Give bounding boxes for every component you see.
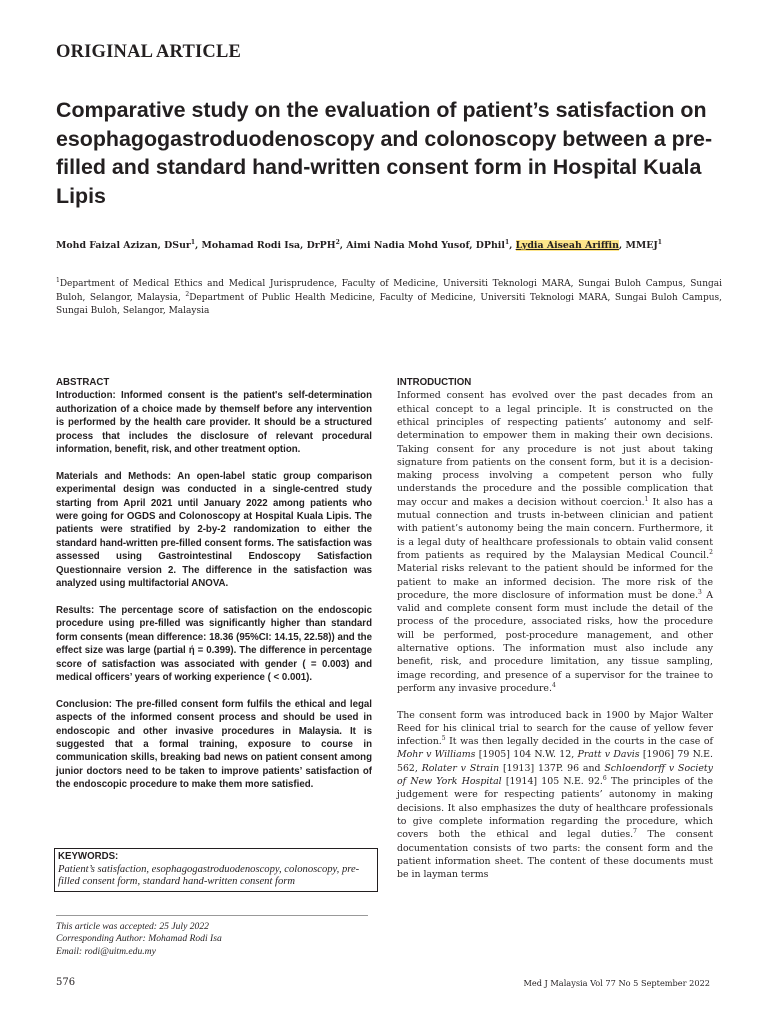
abstract-introduction: Introduction: Informed consent is the patient's self-determination authorization of a choice made by themself before any intervention is performed by the health care provider. It should be a structured process that includes the disclosure of relevant procedural information, benefit, risk, and other treatment option. — [56, 390, 372, 456]
abstract-results: Results: The percentage score of satisfaction on the endoscopic procedure using pre-filled was significantly higher than standard form consents (mean difference: 18.36 (95%CI: 14.15, 22.58)) and the effect size was large (partial ή = 0.399). The difference in percentage score of satisfaction was associated with gender ( = 0.003) and medical officers’ years of working experience ( < 0.001). — [56, 604, 372, 683]
keywords-box — [54, 848, 378, 892]
introduction-paragraph-1 — [397, 389, 713, 695]
abstract-conclusion: Conclusion: The pre-filled consent form fulfils the ethical and legal aspects of the informed consent process and should be used in endoscopic and other invasive procedures in Malaysia. It is suggested that a formal training, exposure to course in communication skills, breaking bad news on patient consent among junior doctors need to be taken to improve patients’ satisfaction of the endoscopic procedure to make them more satisfied. — [56, 698, 372, 791]
citation-ref: 3 — [698, 588, 702, 596]
affiliation-2: Department of Public Health Medicine, Faculty of Medicine, Universiti Teknologi MARA, Sungai Buloh Campus, Sungai Buloh, Selangor, Malaysia — [56, 292, 722, 317]
case-name: Schloendorff v Society of New York Hospital — [397, 762, 713, 788]
citation-ref: 2 — [709, 548, 713, 556]
footnote-divider — [56, 915, 368, 916]
body-text: [1905] 104 N.W. 12, — [475, 749, 578, 761]
affil-sup: 2 — [185, 290, 190, 298]
case-name: Pratt v Davis — [577, 749, 640, 761]
author-name: Aimi Nadia Mohd Yusof, DPhil — [346, 240, 505, 251]
citation-ref: 6 — [602, 774, 607, 782]
citation-ref: 1 — [644, 495, 649, 503]
corresponding-author: Corresponding Author: Mohamad Rodi Isa — [56, 933, 222, 945]
citation-ref: 5 — [441, 735, 446, 742]
abstract-methods: Materials and Methods: An open-label static group comparison experimental design was conducted in a single-centred study starting from April 2021 until January 2022 among patients who were going for OGDS and Colonoscopy at Hospital Kuala Lipis. The patients were stratified by 2-by-2 randomization to either the standard hand-written pre-filled consent forms. The satisfaction was assessed using Gastrointestinal Endoscopy Satisfaction Questionnaire version 2. The difference in the satisfaction was analyzed using multifactorial ANOVA. — [56, 470, 372, 590]
body-text: A valid and complete consent form must include the detail of the process of the procedure, associated risks, how the procedure will be performed, post-procedure management, and other alternative options. The information must also include any benefit, risk, and procedure limitation, any tissue sampling, image recording, and presence of a supervisor for the trainee to perform any invasive procedure. — [397, 589, 713, 694]
body-text: Informed consent has evolved over the past decades from an ethical concept to a legal principle. It is constructed on the ethical principles of respecting patients’ autonomy and self-determination to empower them in making their own decisions. Taking consent for any procedure is not just about taking signature from patients on the consent form, but it is a decision-making process involving a competent person who fully understands the procedure and the possible complication that may occur and makes a decision without coercion. — [397, 390, 713, 508]
author-name: Mohd Faizal Azizan, DSur — [56, 240, 191, 251]
abstract-section — [56, 376, 372, 805]
author-affil-sup: 2 — [335, 238, 340, 246]
page-number: 576 — [56, 977, 76, 988]
keywords-heading: KEYWORDS: — [58, 851, 119, 862]
author-affil-sup: 1 — [657, 238, 662, 246]
introduction-section — [397, 376, 713, 895]
body-text: It also has a mutual connection and trusts in-between clinician and patient with patient’s autonomy being the main concern. Furthermore, it is a legal duty of healthcare professionals to obtain valid consent from patients as required by the Malaysian Medical Council. — [397, 496, 713, 561]
introduction-heading: INTRODUCTION — [397, 377, 472, 388]
citation-ref: 7 — [633, 828, 637, 836]
body-text: [1906] 79 N.E. 562, — [397, 749, 713, 774]
article-type-label: ORIGINAL ARTICLE — [56, 42, 242, 62]
author-name-highlighted: Lydia Aiseah Ariffin — [515, 240, 619, 251]
author-degree: MMEJ — [625, 240, 658, 251]
body-text: The consent form was introduced back in 1900 by Major Walter Reed for his clinical trial to search for the cause of yellow fever infection. — [397, 709, 713, 748]
introduction-paragraph-2 — [397, 709, 713, 882]
case-name: Rolater v Strain — [421, 762, 500, 774]
author-name: Mohamad Rodi Isa, DrPH — [201, 240, 336, 251]
body-text: The consent documentation consists of two parts: the consent form and the patient information sheet. The content of these documents must be in layman terms — [397, 829, 713, 881]
affiliations — [56, 278, 722, 319]
author-affil-sup: 1 — [504, 238, 510, 246]
author-email: Email: rodi@uitm.edu.my — [56, 945, 156, 957]
article-title: Comparative study on the evaluation of patient’s satisfaction on esophagogastroduodenoscopy and colonoscopy between a pre-filled and standard hand-written consent form in Hospital Kuala Lipis — [56, 98, 713, 209]
author-list: Mohd Faizal Azizan, DSur$^1$, Mohamad Rodi Isa, DrPH$^2$, Aimi Nadia Mohd Yusof, DPhil$^1$, Lydia Aiseah Ariffin, MMEJ$^1$ — [56, 238, 662, 251]
keywords-text: Patient’s satisfaction, esophagogastroduodenoscopy, colonoscopy, pre-filled consent form, standard hand-written consent form — [58, 863, 360, 887]
journal-citation: Med J Malaysia Vol 77 No 5 September 2022 — [523, 978, 710, 988]
affiliation-1: Department of Medical Ethics and Medical Jurisprudence, Faculty of Medicine, Universiti Teknologi MARA, Sungai Buloh Campus, Sungai Buloh, Selangor, Malaysia, — [56, 279, 722, 303]
case-name: Mohr v Williams — [397, 749, 476, 761]
body-text: The principles of the judgement were for respecting patients’ autonomy in making decisions. It also emphasizes the duty of healthcare professionals to give complete information regarding the procedure, which covers both the ethical and legal duties. — [397, 776, 713, 841]
footnotes — [56, 921, 222, 958]
author-affil-sup: 1 — [190, 238, 196, 246]
accepted-date: This article was accepted: 25 July 2022 — [56, 921, 209, 932]
body-text: It was then legally decided in the courts in the case of — [445, 736, 713, 748]
citation-ref: 4 — [551, 681, 556, 689]
body-text: [1914] 105 N.E. 92. — [501, 776, 603, 788]
body-text: Material risks relevant to the patient should be informed for the patient to make an informed decision. The more risk of the procedure, the more disclosure of information must be done. — [397, 563, 713, 601]
abstract-heading: ABSTRACT — [56, 377, 110, 388]
body-text: [1913] 137P. 96 and — [499, 762, 605, 774]
affil-sup: 1 — [56, 277, 60, 284]
